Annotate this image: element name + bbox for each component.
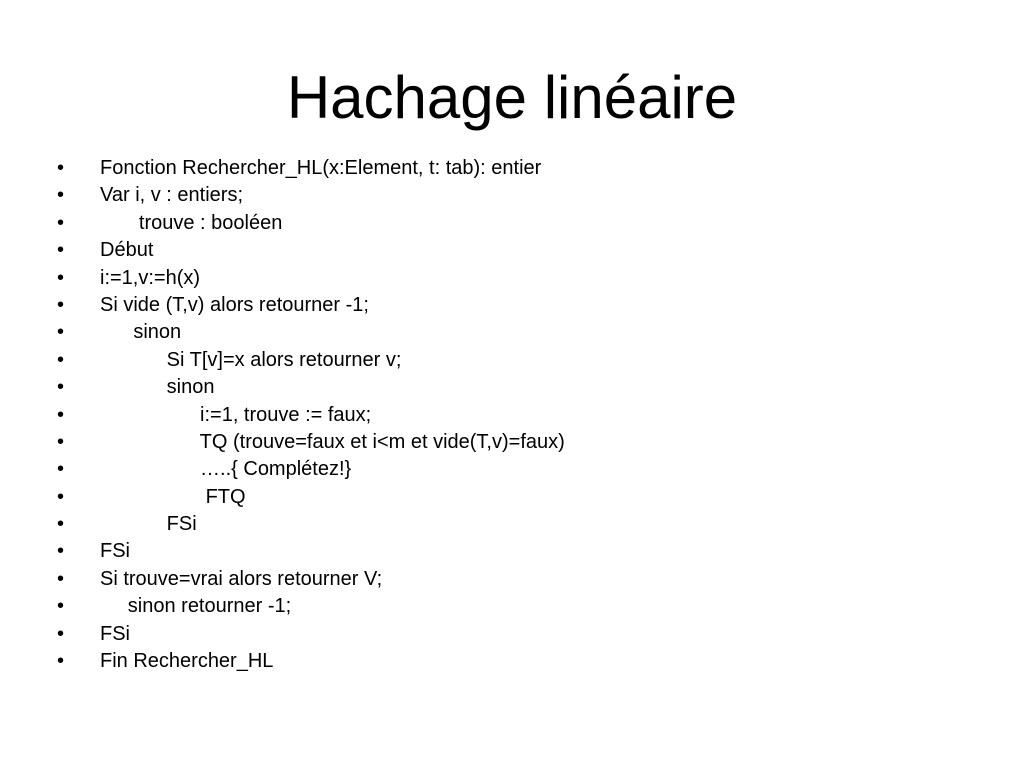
bullet-icon: • [57, 458, 65, 481]
bullet-icon: • [57, 403, 65, 426]
list-item-text: sinon [100, 376, 215, 399]
bullet-icon: • [57, 485, 65, 508]
list-item-text: Fonction Rechercher_HL(x:Element, t: tab): entier [100, 157, 542, 179]
bullet-icon: • [57, 184, 65, 207]
bullet-icon: • [57, 293, 65, 316]
list-item-text: sinon retourner -1; [100, 595, 292, 618]
bullet-icon: • [57, 540, 65, 563]
list-item-text: Si T[v]=x alors retourner v; [100, 348, 402, 371]
bullet-icon: • [57, 211, 65, 234]
list-item-text: Var i, v : entiers; [100, 184, 244, 207]
bullet-icon: • [57, 157, 65, 179]
list-item-text: FTQ [100, 485, 246, 508]
list-item-text: i:=1, trouve := faux; [100, 403, 372, 426]
slide-title: Hachage linéaire [286, 64, 738, 131]
list-item-text: trouve : booléen [100, 211, 283, 234]
bullet-icon: • [57, 321, 65, 344]
bullet-icon: • [57, 595, 65, 618]
list-item-text: TQ (trouve=faux et i<m et vide(T,v)=faux) [100, 430, 565, 453]
bullet-icon: • [57, 513, 65, 536]
bullet-icon: • [57, 266, 65, 289]
list-item-text: i:=1,v:=h(x) [100, 266, 201, 289]
list-item-text: sinon [100, 321, 182, 344]
list-item-text: …..{ Complétez!} [100, 458, 352, 481]
list-item-text: FSi [100, 513, 197, 536]
bullet-icon: • [57, 650, 65, 673]
bullet-icon: • [57, 622, 65, 645]
bullet-icon: • [57, 430, 65, 453]
bullet-icon: • [57, 348, 65, 371]
list-item-text: Si trouve=vrai alors retourner V; [100, 567, 383, 590]
list-item-text: Début [100, 239, 154, 262]
bullet-icon: • [57, 239, 65, 262]
list-item-text: Fin Rechercher_HL [100, 650, 274, 673]
list-item-text: FSi [100, 540, 130, 563]
bullet-icon: • [57, 376, 65, 399]
list-item-text: Si vide (T,v) alors retourner -1; [100, 293, 369, 316]
bullet-icon: • [57, 567, 65, 590]
list-item-text: FSi [100, 622, 130, 645]
